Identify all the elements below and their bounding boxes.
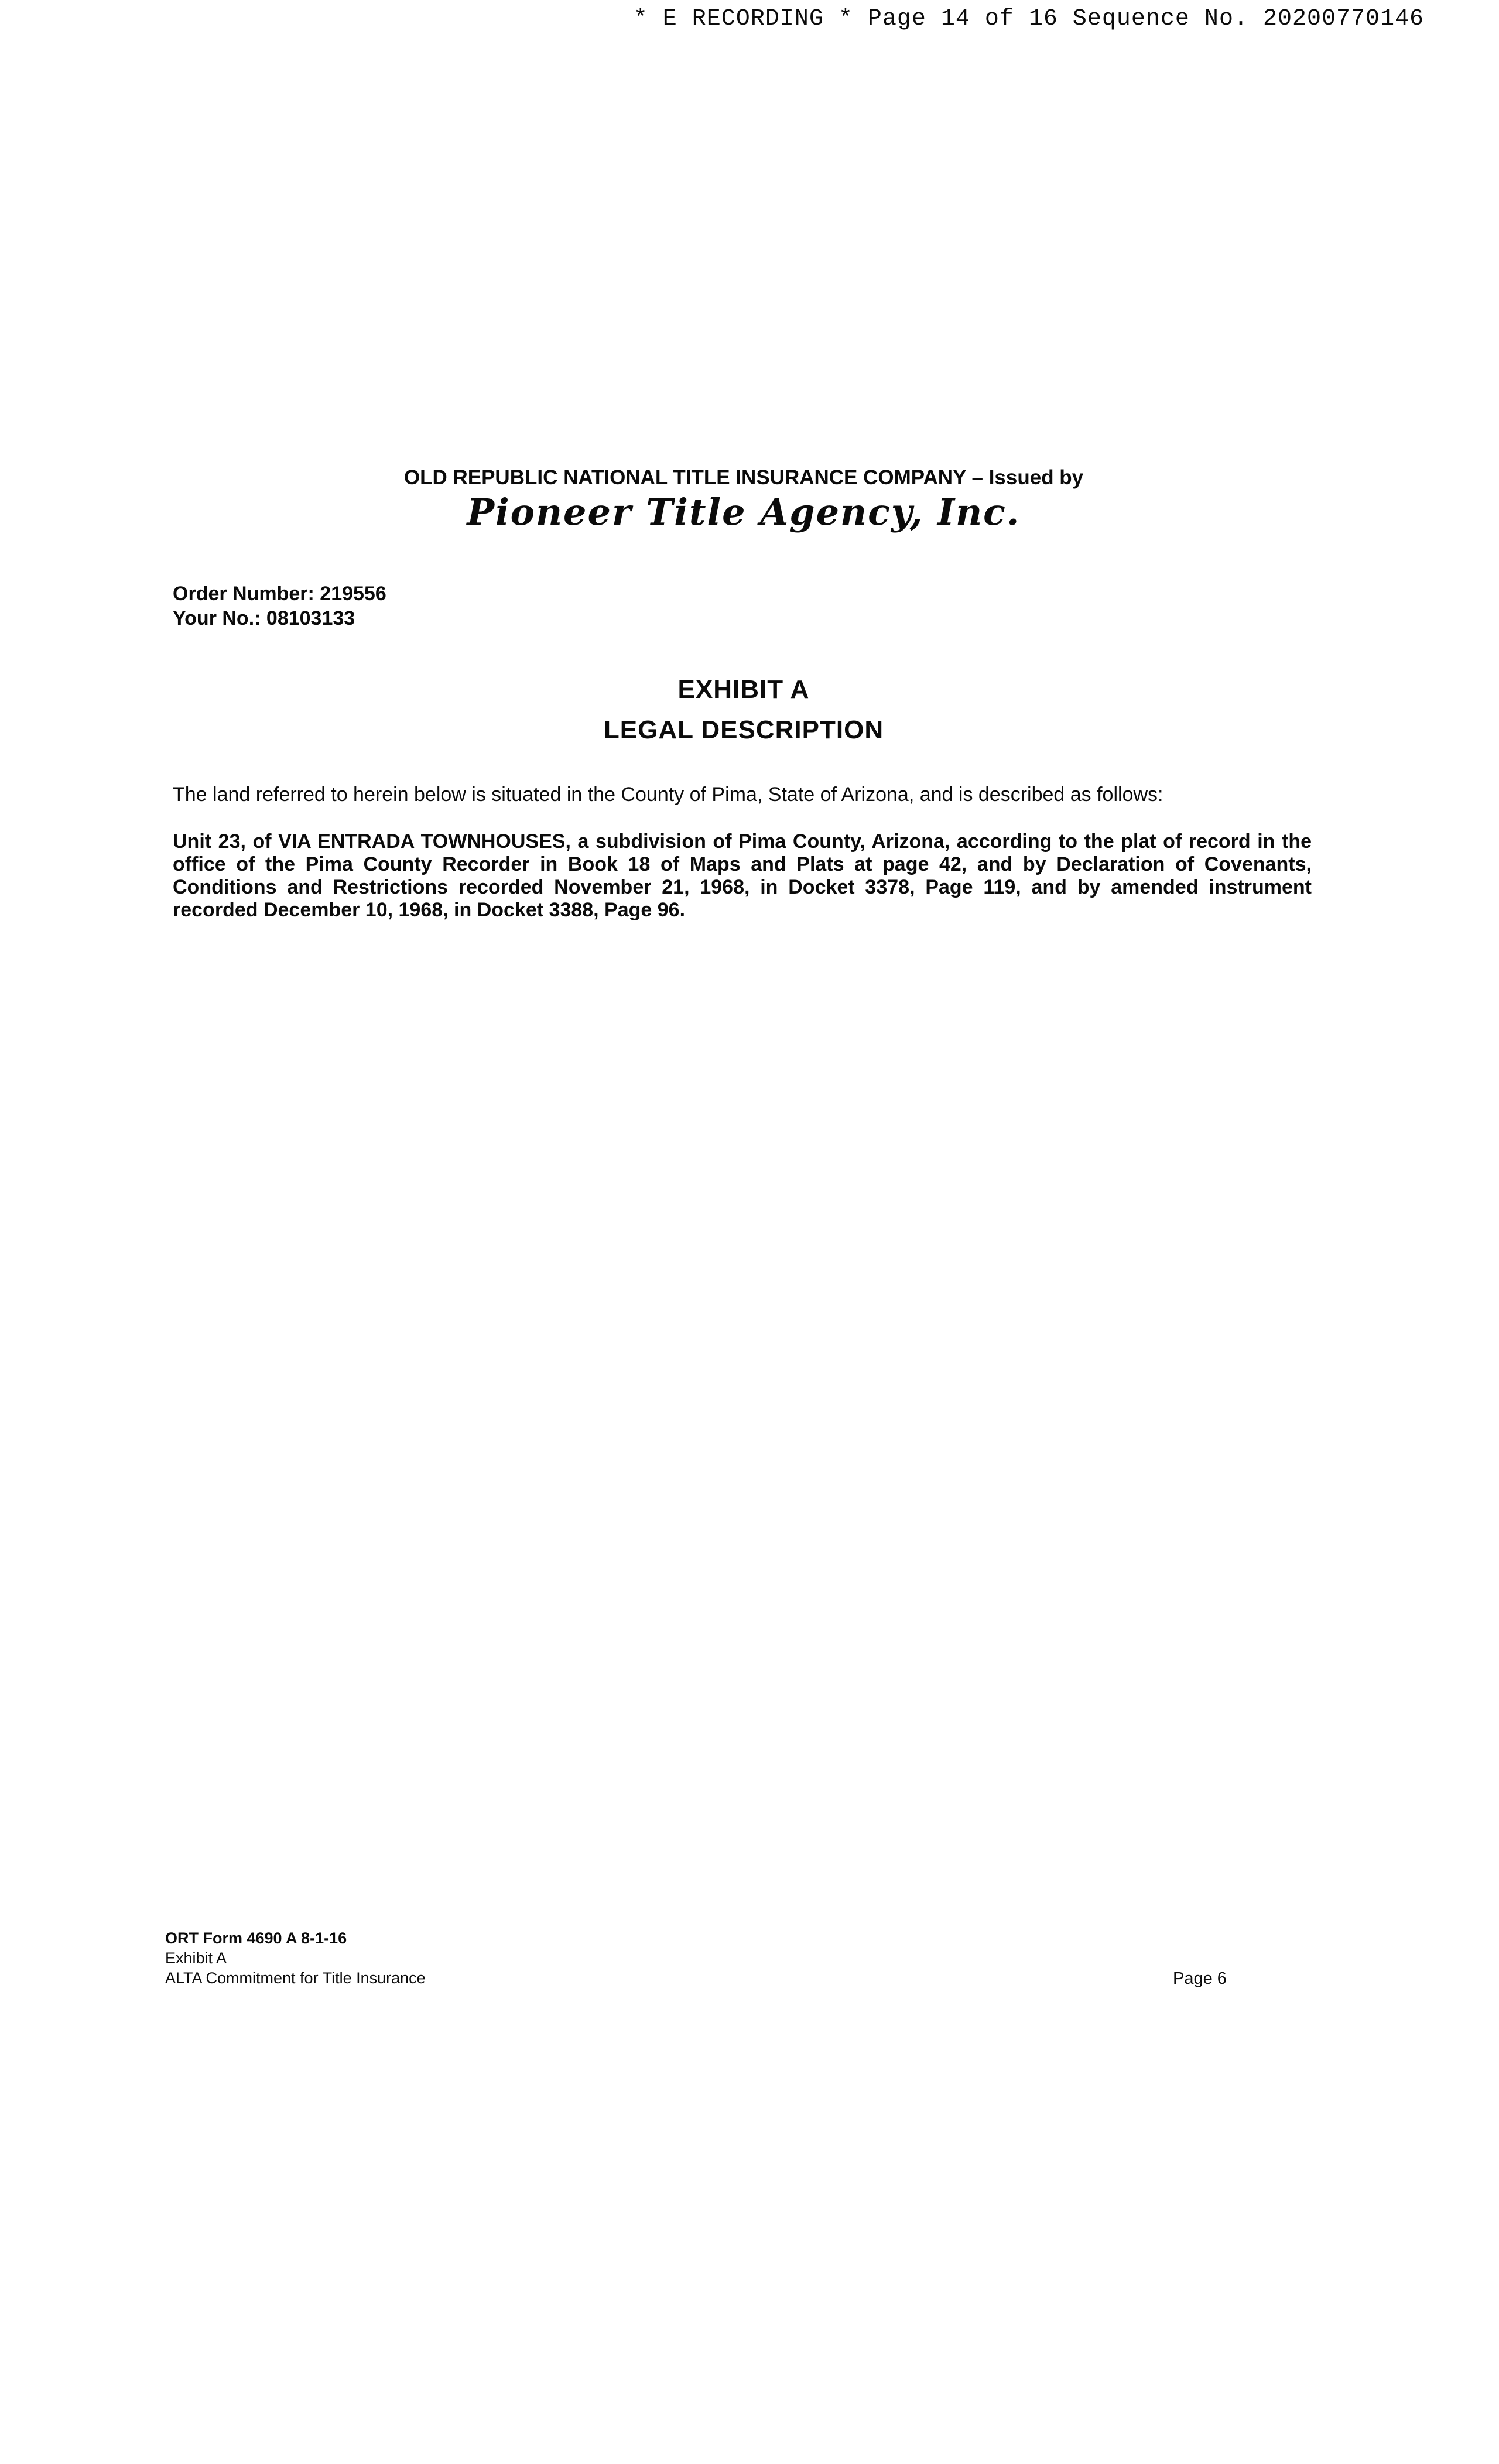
intro-paragraph: The land referred to herein below is situated in the County of Pima, State of Arizona, and is described as follows: <box>173 783 1163 806</box>
legal-description-title: LEGAL DESCRIPTION <box>603 716 884 744</box>
recording-stamp: * E RECORDING * Page 14 of 16 Sequence No. 20200770146 <box>633 6 1424 32</box>
page-number: Page 6 <box>1173 1969 1227 1988</box>
your-no-row <box>173 606 386 631</box>
order-number-value: 219556 <box>320 583 386 605</box>
footer-commitment-label: ALTA Commitment for Title Insurance <box>165 1969 426 1987</box>
order-number-label: Order Number: <box>173 583 314 605</box>
order-number-row <box>173 581 386 606</box>
order-info <box>173 581 386 631</box>
exhibit-title: EXHIBIT A <box>677 675 810 704</box>
agency-name: Pioneer Title Agency, Inc. <box>467 491 1021 533</box>
footer-exhibit-label: Exhibit A <box>165 1949 227 1967</box>
company-line: OLD REPUBLIC NATIONAL TITLE INSURANCE COMPANY – Issued by <box>403 466 1084 489</box>
form-footer <box>165 1928 426 1988</box>
your-no-label: Your No.: <box>173 607 261 629</box>
form-number: ORT Form 4690 A 8-1-16 <box>165 1929 347 1947</box>
your-no-value: 08103133 <box>266 607 355 629</box>
legal-description-text: Unit 23, of VIA ENTRADA TOWNHOUSES, a subdivision of Pima County, Arizona, according to the plat of record in the office of the Pima County Recorder in Book 18 of Maps and Plats at page 42, and by Declaration of Covenants, Conditions and Restrictions recorded November 21, 1968, in Docket 3378, Page 119, and by amended instrument recorded December 10, 1968, in Docket 3388, Page 96. <box>173 830 1312 921</box>
